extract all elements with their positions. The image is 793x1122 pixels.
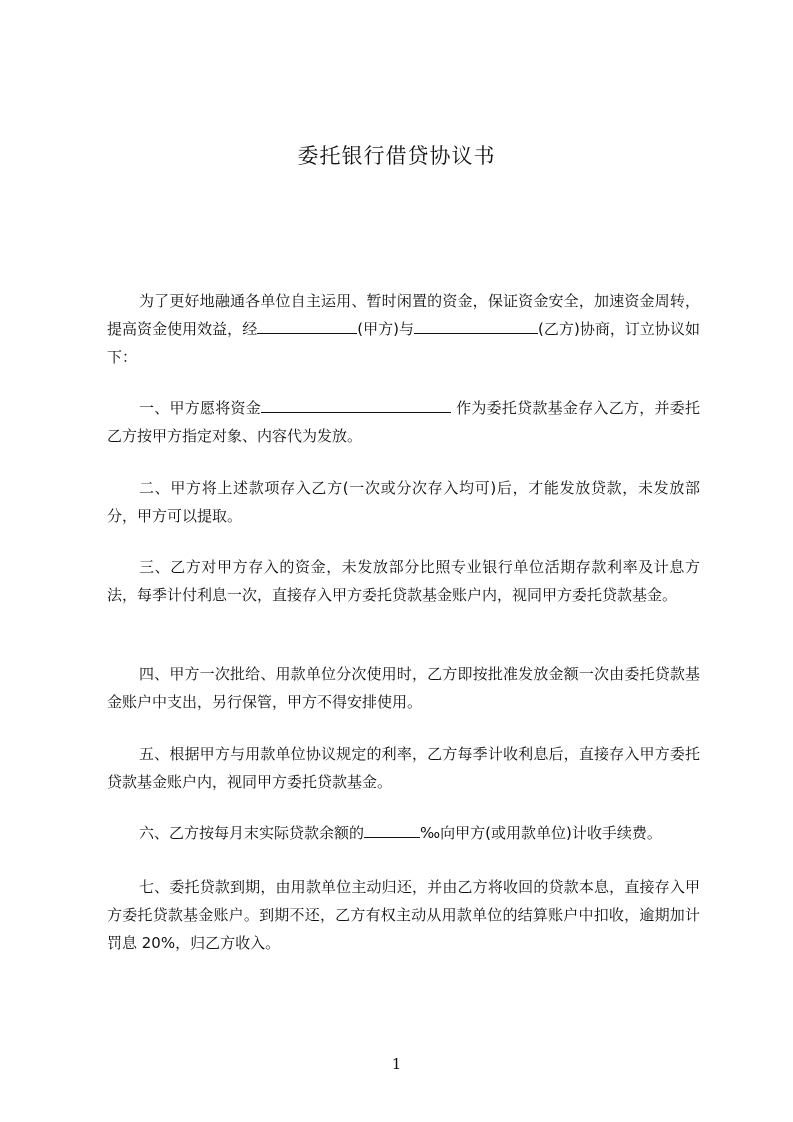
clause-1-text-2: 作为委托贷款基金存入乙方，并委托乙方按甲方指定对象、内容代为发放。 <box>107 399 700 445</box>
intro-text-2: (甲方)与 <box>357 320 415 338</box>
party-b-blank[interactable] <box>414 315 538 334</box>
intro-paragraph <box>107 287 700 371</box>
party-a-blank[interactable] <box>257 315 357 334</box>
fee-rate-blank[interactable] <box>364 819 420 838</box>
intro-text-3: (乙方)协商，订立协议如下： <box>107 320 700 366</box>
document-title: 委托银行借贷协议书 <box>297 144 496 168</box>
clause-6 <box>107 819 700 847</box>
intro-text-1: 为了更好地融通各单位自主运用、暂时闲置的资金，保证资金安全，加速资金周转，提高资金使用效益，经 <box>107 292 700 338</box>
fund-amount-blank[interactable] <box>261 394 451 413</box>
clause-1 <box>107 394 700 450</box>
clause-3: 三、乙方对甲方存入的资金，未发放部分比照专业银行单位活期存款利率及计息方法，每季计付利息一次，直接存入甲方委托贷款基金账户内，视同甲方委托贷款基金。 <box>107 558 700 604</box>
clause-6-text-1: 六、乙方按每月末实际贷款余额的 <box>139 824 365 842</box>
clause-2: 二、甲方将上述款项存入乙方(一次或分次存入均可)后，才能发放贷款，未发放部分，甲方可以提取。 <box>107 479 700 525</box>
clause-4: 四、甲方一次批给、用款单位分次使用时，乙方即按批准发放金额一次由委托贷款基金账户中支出，另行保管，甲方不得安排使用。 <box>107 665 700 711</box>
clause-6-text-2: ‰向甲方(或用款单位)计收手续费。 <box>420 824 662 842</box>
clause-1-text-1: 一、甲方愿将资金 <box>139 399 262 417</box>
page-number: 1 <box>391 1055 402 1073</box>
clause-5: 五、根据甲方与用款单位协议规定的利率，乙方每季计收利息后，直接存入甲方委托贷款基金账户内，视同甲方委托贷款基金。 <box>107 745 700 791</box>
clause-7: 七、委托贷款到期，由用款单位主动归还，并由乙方将收回的贷款本息，直接存入甲方委托贷款基金账户。到期不还，乙方有权主动从用款单位的结算账户中扣收，逾期加计罚息 20%，归乙方收入。 <box>107 878 700 952</box>
